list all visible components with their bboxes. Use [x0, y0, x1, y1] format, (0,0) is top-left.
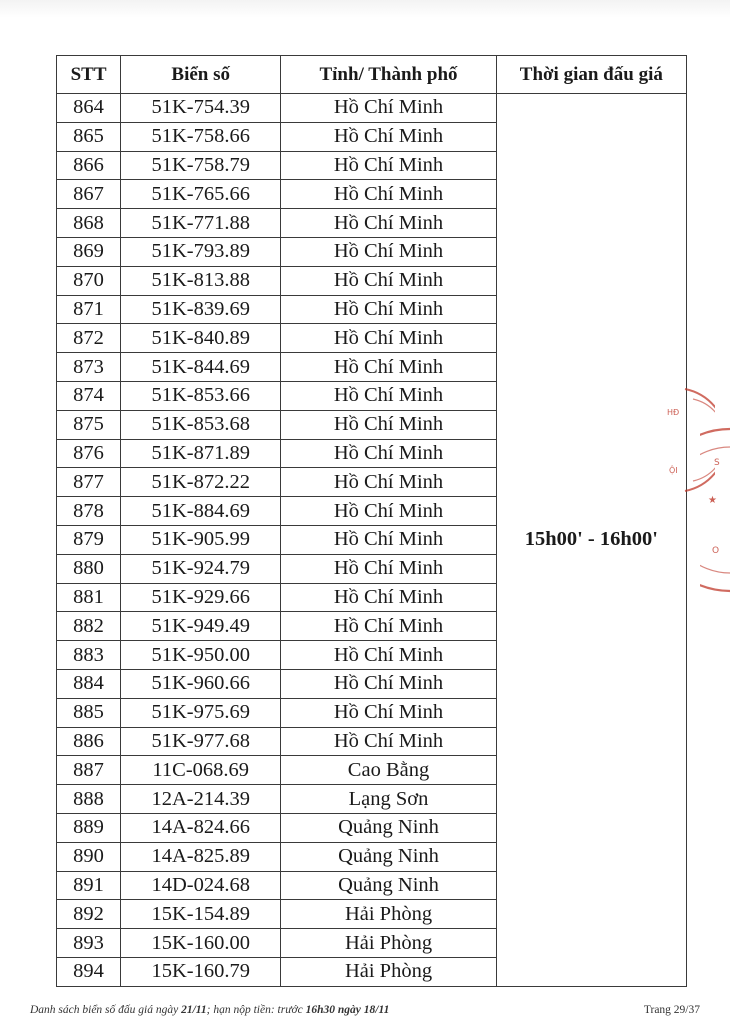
- cell-province: Hồ Chí Minh: [281, 554, 496, 583]
- cell-plate: 51K-905.99: [121, 525, 281, 554]
- header-stt: STT: [57, 56, 121, 94]
- cell-plate: 51K-758.79: [121, 151, 281, 180]
- cell-stt: 887: [57, 756, 121, 785]
- red-seal-stamp-edge: [700, 425, 730, 595]
- cell-province: Lạng Sơn: [281, 785, 496, 814]
- cell-province: Hồ Chí Minh: [281, 439, 496, 468]
- cell-province: Hồ Chí Minh: [281, 612, 496, 641]
- cell-plate: 12A-214.39: [121, 785, 281, 814]
- cell-stt: 871: [57, 295, 121, 324]
- cell-province: Hải Phòng: [281, 900, 496, 929]
- cell-province: Hồ Chí Minh: [281, 497, 496, 526]
- cell-stt: 869: [57, 237, 121, 266]
- cell-stt: 888: [57, 785, 121, 814]
- cell-plate: 14D-024.68: [121, 871, 281, 900]
- cell-province: Hồ Chí Minh: [281, 180, 496, 209]
- cell-plate: 14A-825.89: [121, 842, 281, 871]
- footer-middle: ; hạn nộp tiền: trước: [206, 1004, 303, 1016]
- plate-auction-table: [56, 55, 687, 987]
- cell-stt: 866: [57, 151, 121, 180]
- cell-stt: 893: [57, 929, 121, 958]
- cell-plate: 51K-771.88: [121, 209, 281, 238]
- cell-stt: 875: [57, 410, 121, 439]
- cell-plate: 51K-765.66: [121, 180, 281, 209]
- cell-plate: 14A-824.66: [121, 813, 281, 842]
- cell-stt: 891: [57, 871, 121, 900]
- cell-stt: 883: [57, 641, 121, 670]
- cell-stt: 890: [57, 842, 121, 871]
- cell-province: Hồ Chí Minh: [281, 641, 496, 670]
- footer-deadline: 16h30 ngày 18/11: [305, 1004, 390, 1016]
- cell-plate: 51K-840.89: [121, 324, 281, 353]
- cell-province: Quảng Ninh: [281, 842, 496, 871]
- cell-plate: 51K-929.66: [121, 583, 281, 612]
- cell-stt: 892: [57, 900, 121, 929]
- cell-plate: 51K-853.66: [121, 381, 281, 410]
- cell-province: Hồ Chí Minh: [281, 209, 496, 238]
- header-auction-time: Thời gian đấu giá: [496, 56, 686, 94]
- cell-plate: 51K-949.49: [121, 612, 281, 641]
- svg-text:★: ★: [708, 495, 717, 506]
- cell-plate: 51K-924.79: [121, 554, 281, 583]
- cell-stt: 864: [57, 94, 121, 123]
- cell-province: Hồ Chí Minh: [281, 698, 496, 727]
- cell-province: Cao Bằng: [281, 756, 496, 785]
- cell-stt: 876: [57, 439, 121, 468]
- cell-stt: 884: [57, 669, 121, 698]
- svg-text:O: O: [712, 546, 720, 556]
- page-number: Trang 29/37: [643, 1004, 700, 1016]
- cell-province: Hồ Chí Minh: [281, 324, 496, 353]
- cell-stt: 865: [57, 122, 121, 151]
- cell-plate: 51K-813.88: [121, 266, 281, 295]
- cell-province: Hồ Chí Minh: [281, 353, 496, 382]
- cell-plate: 51K-853.68: [121, 410, 281, 439]
- cell-province: Hồ Chí Minh: [281, 266, 496, 295]
- cell-province: Hồ Chí Minh: [281, 94, 496, 123]
- cell-province: Hồ Chí Minh: [281, 122, 496, 151]
- cell-stt: 880: [57, 554, 121, 583]
- cell-stt: 878: [57, 497, 121, 526]
- cell-plate: 51K-950.00: [121, 641, 281, 670]
- cell-province: Hồ Chí Minh: [281, 381, 496, 410]
- cell-plate: 15K-160.00: [121, 929, 281, 958]
- footer-prefix: Danh sách biển số đấu giá ngày: [30, 1004, 179, 1016]
- table-body: [57, 94, 687, 987]
- svg-text:ỘI: ỘI: [669, 466, 678, 475]
- cell-stt: 881: [57, 583, 121, 612]
- cell-stt: 872: [57, 324, 121, 353]
- cell-province: Hồ Chí Minh: [281, 295, 496, 324]
- cell-province: Hồ Chí Minh: [281, 583, 496, 612]
- cell-plate: 51K-975.69: [121, 698, 281, 727]
- cell-plate: 51K-884.69: [121, 497, 281, 526]
- table-row: [57, 94, 687, 123]
- svg-text:HĐ: HĐ: [667, 408, 680, 417]
- header-plate: Biển số: [121, 56, 281, 94]
- page-top-edge: [0, 0, 730, 18]
- cell-stt: 870: [57, 266, 121, 295]
- cell-province: Hồ Chí Minh: [281, 669, 496, 698]
- cell-province: Hồ Chí Minh: [281, 727, 496, 756]
- cell-stt: 889: [57, 813, 121, 842]
- cell-province: Quảng Ninh: [281, 813, 496, 842]
- svg-text:S: S: [714, 458, 720, 468]
- cell-province: Hải Phòng: [281, 929, 496, 958]
- cell-province: Hồ Chí Minh: [281, 237, 496, 266]
- cell-stt: 868: [57, 209, 121, 238]
- cell-province: Hồ Chí Minh: [281, 525, 496, 554]
- cell-plate: 51K-754.39: [121, 94, 281, 123]
- cell-stt: 894: [57, 957, 121, 986]
- cell-auction-time: 15h00' - 16h00': [496, 94, 686, 987]
- cell-stt: 886: [57, 727, 121, 756]
- cell-stt: 879: [57, 525, 121, 554]
- cell-province: Hồ Chí Minh: [281, 151, 496, 180]
- cell-plate: 15K-160.79: [121, 957, 281, 986]
- cell-plate: 51K-960.66: [121, 669, 281, 698]
- cell-plate: 11C-068.69: [121, 756, 281, 785]
- cell-plate: 51K-844.69: [121, 353, 281, 382]
- footer-note: [30, 1004, 389, 1016]
- cell-stt: 885: [57, 698, 121, 727]
- cell-plate: 51K-977.68: [121, 727, 281, 756]
- cell-plate: 51K-793.89: [121, 237, 281, 266]
- cell-stt: 874: [57, 381, 121, 410]
- table-header-row: [57, 56, 687, 94]
- footer-auction-date: 21/11: [181, 1004, 207, 1016]
- cell-province: Hồ Chí Minh: [281, 410, 496, 439]
- header-province: Tỉnh/ Thành phố: [281, 56, 496, 94]
- cell-province: Quảng Ninh: [281, 871, 496, 900]
- cell-plate: 51K-758.66: [121, 122, 281, 151]
- cell-province: Hải Phòng: [281, 957, 496, 986]
- cell-plate: 15K-154.89: [121, 900, 281, 929]
- cell-stt: 877: [57, 468, 121, 497]
- cell-stt: 867: [57, 180, 121, 209]
- cell-plate: 51K-839.69: [121, 295, 281, 324]
- cell-plate: 51K-872.22: [121, 468, 281, 497]
- cell-stt: 882: [57, 612, 121, 641]
- cell-stt: 873: [57, 353, 121, 382]
- cell-plate: 51K-871.89: [121, 439, 281, 468]
- cell-province: Hồ Chí Minh: [281, 468, 496, 497]
